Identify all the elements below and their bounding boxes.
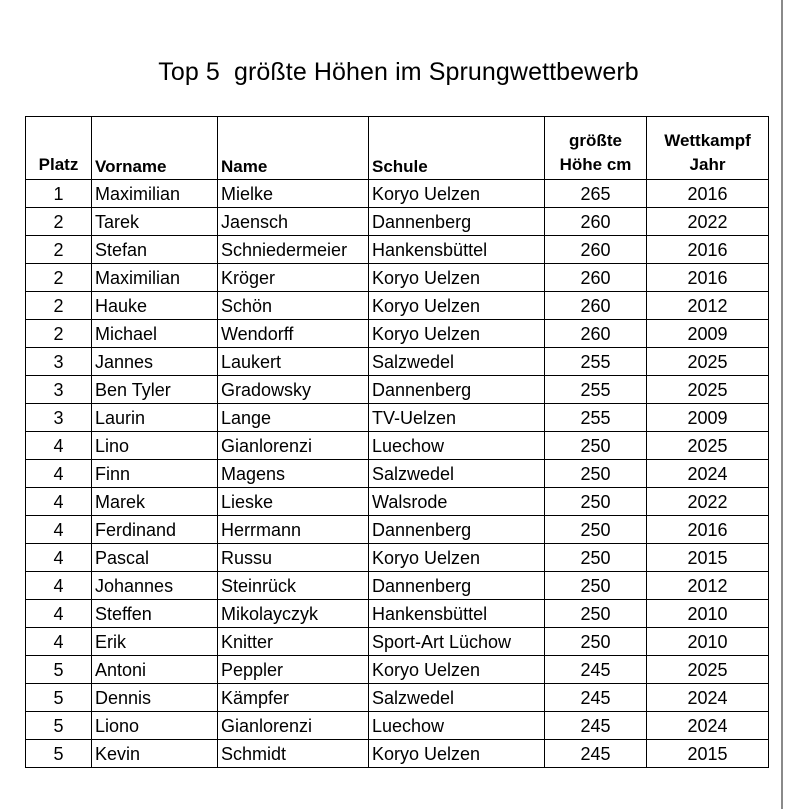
cell-name: Laukert	[218, 348, 369, 376]
cell-schule: Salzwedel	[369, 684, 545, 712]
cell-hoehe: 250	[545, 516, 647, 544]
table-row	[26, 600, 769, 628]
cell-jahr: 2024	[647, 460, 769, 488]
cell-hoehe: 245	[545, 712, 647, 740]
table-row	[26, 376, 769, 404]
column-header-jahr	[647, 117, 769, 180]
cell-platz: 3	[26, 376, 92, 404]
page-edge-border	[781, 0, 783, 809]
table-header-row	[26, 117, 769, 180]
cell-name: Lange	[218, 404, 369, 432]
cell-jahr: 2016	[647, 264, 769, 292]
column-header-hoehe-line1: größte	[569, 131, 622, 150]
cell-platz: 1	[26, 180, 92, 208]
cell-jahr: 2012	[647, 292, 769, 320]
cell-platz: 4	[26, 488, 92, 516]
cell-vorname: Stefan	[92, 236, 218, 264]
cell-schule: Dannenberg	[369, 208, 545, 236]
cell-jahr: 2015	[647, 740, 769, 768]
cell-name: Schniedermeier	[218, 236, 369, 264]
cell-platz: 2	[26, 208, 92, 236]
cell-platz: 4	[26, 572, 92, 600]
table-row	[26, 684, 769, 712]
cell-hoehe: 245	[545, 740, 647, 768]
table-row	[26, 740, 769, 768]
column-header-jahr-line2: Jahr	[689, 155, 726, 174]
table-row	[26, 432, 769, 460]
cell-hoehe: 250	[545, 460, 647, 488]
table-row	[26, 516, 769, 544]
cell-name: Schön	[218, 292, 369, 320]
cell-name: Kämpfer	[218, 684, 369, 712]
cell-hoehe: 250	[545, 628, 647, 656]
column-header-hoehe-line2: Höhe cm	[559, 155, 632, 174]
cell-schule: Koryo Uelzen	[369, 180, 545, 208]
table-row	[26, 460, 769, 488]
cell-vorname: Maximilian	[92, 180, 218, 208]
cell-schule: Salzwedel	[369, 348, 545, 376]
cell-schule: Dannenberg	[369, 572, 545, 600]
cell-vorname: Marek	[92, 488, 218, 516]
cell-name: Gianlorenzi	[218, 432, 369, 460]
cell-name: Steinrück	[218, 572, 369, 600]
cell-hoehe: 250	[545, 544, 647, 572]
table-row	[26, 404, 769, 432]
cell-hoehe: 245	[545, 684, 647, 712]
cell-schule: Hankensbüttel	[369, 600, 545, 628]
cell-platz: 2	[26, 320, 92, 348]
cell-jahr: 2024	[647, 712, 769, 740]
column-header-name: Name	[218, 117, 369, 180]
cell-vorname: Erik	[92, 628, 218, 656]
cell-hoehe: 255	[545, 348, 647, 376]
cell-vorname: Johannes	[92, 572, 218, 600]
cell-hoehe: 260	[545, 292, 647, 320]
cell-vorname: Steffen	[92, 600, 218, 628]
cell-vorname: Antoni	[92, 656, 218, 684]
cell-jahr: 2016	[647, 180, 769, 208]
cell-name: Gianlorenzi	[218, 712, 369, 740]
cell-name: Schmidt	[218, 740, 369, 768]
table-row	[26, 208, 769, 236]
column-header-schule: Schule	[369, 117, 545, 180]
cell-jahr: 2025	[647, 656, 769, 684]
table-row	[26, 348, 769, 376]
cell-platz: 5	[26, 740, 92, 768]
cell-vorname: Ben Tyler	[92, 376, 218, 404]
column-header-platz: Platz	[26, 117, 92, 180]
cell-platz: 3	[26, 404, 92, 432]
column-header-hoehe	[545, 117, 647, 180]
cell-platz: 2	[26, 236, 92, 264]
cell-jahr: 2012	[647, 572, 769, 600]
cell-vorname: Dennis	[92, 684, 218, 712]
cell-schule: Koryo Uelzen	[369, 656, 545, 684]
table-row	[26, 180, 769, 208]
cell-jahr: 2016	[647, 516, 769, 544]
cell-jahr: 2016	[647, 236, 769, 264]
results-table	[25, 116, 769, 768]
cell-platz: 2	[26, 292, 92, 320]
cell-jahr: 2022	[647, 208, 769, 236]
cell-platz: 5	[26, 684, 92, 712]
cell-platz: 5	[26, 712, 92, 740]
cell-hoehe: 255	[545, 404, 647, 432]
column-header-vorname: Vorname	[92, 117, 218, 180]
cell-schule: Sport-Art Lüchow	[369, 628, 545, 656]
cell-platz: 2	[26, 264, 92, 292]
cell-hoehe: 260	[545, 264, 647, 292]
cell-hoehe: 250	[545, 488, 647, 516]
cell-jahr: 2025	[647, 432, 769, 460]
table-row	[26, 264, 769, 292]
cell-vorname: Kevin	[92, 740, 218, 768]
table-row	[26, 488, 769, 516]
cell-hoehe: 250	[545, 600, 647, 628]
cell-jahr: 2010	[647, 628, 769, 656]
table-row	[26, 544, 769, 572]
cell-hoehe: 250	[545, 572, 647, 600]
cell-hoehe: 260	[545, 208, 647, 236]
cell-vorname: Michael	[92, 320, 218, 348]
cell-platz: 4	[26, 600, 92, 628]
cell-name: Gradowsky	[218, 376, 369, 404]
table-body	[26, 180, 769, 768]
cell-hoehe: 260	[545, 320, 647, 348]
cell-name: Lieske	[218, 488, 369, 516]
cell-vorname: Liono	[92, 712, 218, 740]
cell-schule: Koryo Uelzen	[369, 292, 545, 320]
cell-schule: Dannenberg	[369, 376, 545, 404]
cell-schule: Koryo Uelzen	[369, 740, 545, 768]
cell-hoehe: 255	[545, 376, 647, 404]
cell-name: Russu	[218, 544, 369, 572]
cell-jahr: 2009	[647, 404, 769, 432]
cell-name: Knitter	[218, 628, 369, 656]
cell-vorname: Finn	[92, 460, 218, 488]
cell-schule: Walsrode	[369, 488, 545, 516]
cell-platz: 4	[26, 544, 92, 572]
table-row	[26, 572, 769, 600]
cell-hoehe: 260	[545, 236, 647, 264]
cell-platz: 4	[26, 432, 92, 460]
cell-jahr: 2010	[647, 600, 769, 628]
cell-jahr: 2015	[647, 544, 769, 572]
cell-name: Kröger	[218, 264, 369, 292]
table-row	[26, 292, 769, 320]
cell-platz: 3	[26, 348, 92, 376]
cell-schule: Salzwedel	[369, 460, 545, 488]
cell-hoehe: 245	[545, 656, 647, 684]
table-row	[26, 320, 769, 348]
cell-vorname: Maximilian	[92, 264, 218, 292]
cell-schule: Luechow	[369, 432, 545, 460]
table-row	[26, 712, 769, 740]
cell-name: Jaensch	[218, 208, 369, 236]
cell-jahr: 2025	[647, 348, 769, 376]
table-row	[26, 236, 769, 264]
cell-name: Mikolayczyk	[218, 600, 369, 628]
cell-schule: Koryo Uelzen	[369, 544, 545, 572]
cell-name: Herrmann	[218, 516, 369, 544]
cell-platz: 5	[26, 656, 92, 684]
cell-hoehe: 265	[545, 180, 647, 208]
cell-name: Magens	[218, 460, 369, 488]
document-title: Top 5 größte Höhen im Sprungwettbewerb	[158, 58, 639, 86]
table-row	[26, 628, 769, 656]
cell-name: Mielke	[218, 180, 369, 208]
cell-name: Wendorff	[218, 320, 369, 348]
cell-schule: Hankensbüttel	[369, 236, 545, 264]
cell-jahr: 2024	[647, 684, 769, 712]
cell-hoehe: 250	[545, 432, 647, 460]
cell-vorname: Ferdinand	[92, 516, 218, 544]
cell-jahr: 2025	[647, 376, 769, 404]
table-row	[26, 656, 769, 684]
cell-vorname: Tarek	[92, 208, 218, 236]
column-header-jahr-line1: Wettkampf	[664, 131, 751, 150]
cell-platz: 4	[26, 460, 92, 488]
cell-vorname: Jannes	[92, 348, 218, 376]
cell-vorname: Laurin	[92, 404, 218, 432]
cell-vorname: Hauke	[92, 292, 218, 320]
cell-schule: Koryo Uelzen	[369, 320, 545, 348]
cell-jahr: 2022	[647, 488, 769, 516]
cell-vorname: Lino	[92, 432, 218, 460]
cell-schule: Koryo Uelzen	[369, 264, 545, 292]
cell-vorname: Pascal	[92, 544, 218, 572]
cell-schule: TV-Uelzen	[369, 404, 545, 432]
cell-platz: 4	[26, 516, 92, 544]
cell-jahr: 2009	[647, 320, 769, 348]
cell-name: Peppler	[218, 656, 369, 684]
cell-schule: Dannenberg	[369, 516, 545, 544]
cell-schule: Luechow	[369, 712, 545, 740]
cell-platz: 4	[26, 628, 92, 656]
